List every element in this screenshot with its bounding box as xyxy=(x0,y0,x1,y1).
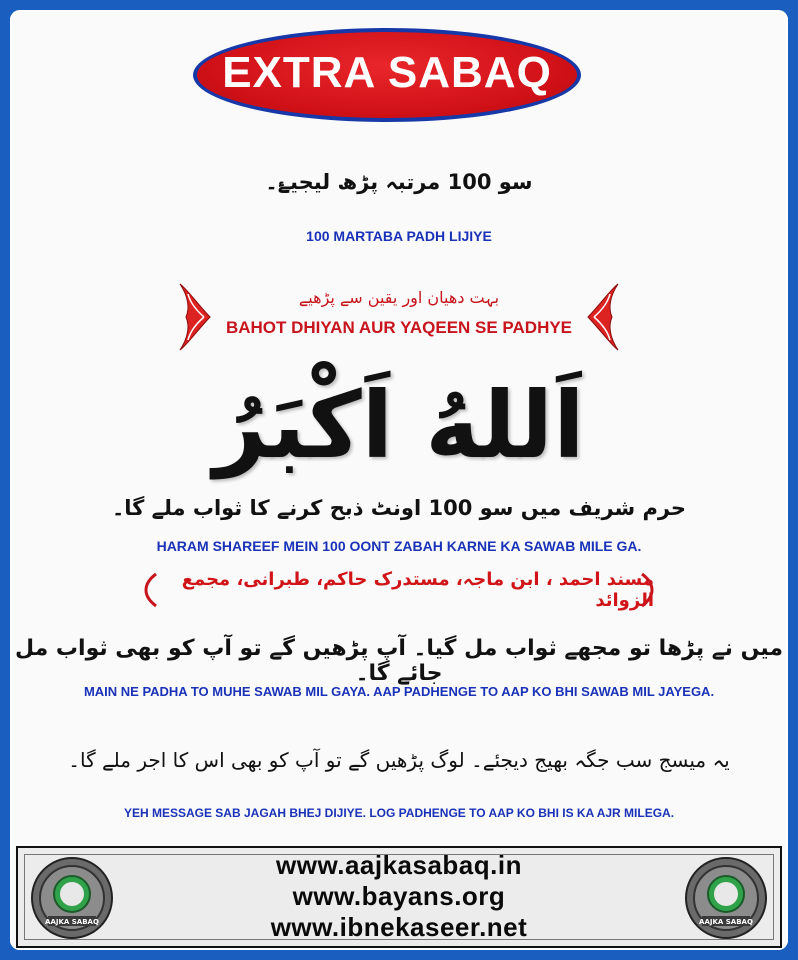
experience-roman: MAIN NE PADHA TO MUHE SAWAB MIL GAYA. AAP PADHENGE TO AAP KO BHI SAWAB MIL JAYEGA. xyxy=(83,684,715,699)
link-bayans[interactable]: www.bayans.org xyxy=(292,881,506,911)
reward-urdu: حرم شریف میں سو 100 اونٹ ذبح کرنے کا ثواب ملے گا۔ xyxy=(111,496,687,520)
link-ibnekaseer[interactable]: www.ibnekaseer.net xyxy=(270,912,528,942)
left-seal-label: AAJKA SABAQ xyxy=(45,918,99,926)
attention-urdu: بہت دھیان اور یقین سے پڑھیے xyxy=(298,288,500,307)
recite-count-urdu: سو 100 مرتبہ پڑھ لیجیۓ۔ xyxy=(265,170,533,194)
title-badge xyxy=(193,28,581,122)
footer-panel xyxy=(16,846,782,948)
attention-roman: BAHOT DHIYAN AUR YAQEEN SE PADHYE xyxy=(225,318,573,337)
experience-urdu: میں نے پڑھا تو مجھے ثواب مل گیا۔ آپ پڑھیں گے تو آپ کو بھی ثواب مل جائے گا۔ xyxy=(15,636,783,686)
allahu-akbar-calligraphy: اَللهُ اَكْبَرُ xyxy=(213,372,585,479)
references-box xyxy=(144,569,654,611)
left-bracket-icon xyxy=(144,572,158,608)
reward-roman: HARAM SHAREEF MEIN 100 OONT ZABAH KARNE KA SAWAB MILE GA. xyxy=(156,538,642,554)
website-links xyxy=(18,850,780,943)
right-bracket-icon xyxy=(640,572,654,608)
right-seal-label: AAJKA SABAQ xyxy=(699,918,753,926)
recite-count-roman: 100 MARTABA PADH LIJIYE xyxy=(306,228,492,244)
link-aajkasabaq[interactable]: www.aajkasabaq.in xyxy=(276,850,522,880)
share-urdu: یہ میسج سب جگہ بھیج دیجئے۔ لوگ پڑھیں گے تو آپ کو بھی اس کا اجر ملے گا۔ xyxy=(68,748,730,772)
references-text: مسند احمد ، ابن ماجہ، مستدرک حاکم، طبرانی، مجمع الزوائد xyxy=(181,569,654,611)
title-text: EXTRA SABAQ xyxy=(222,48,552,97)
right-seal-icon xyxy=(682,854,770,942)
share-roman: YEH MESSAGE SAB JAGAH BHEJ DIJIYE. LOG PADHENGE TO AAP KO BHI IS KA AJR MILEGA. xyxy=(123,806,675,820)
